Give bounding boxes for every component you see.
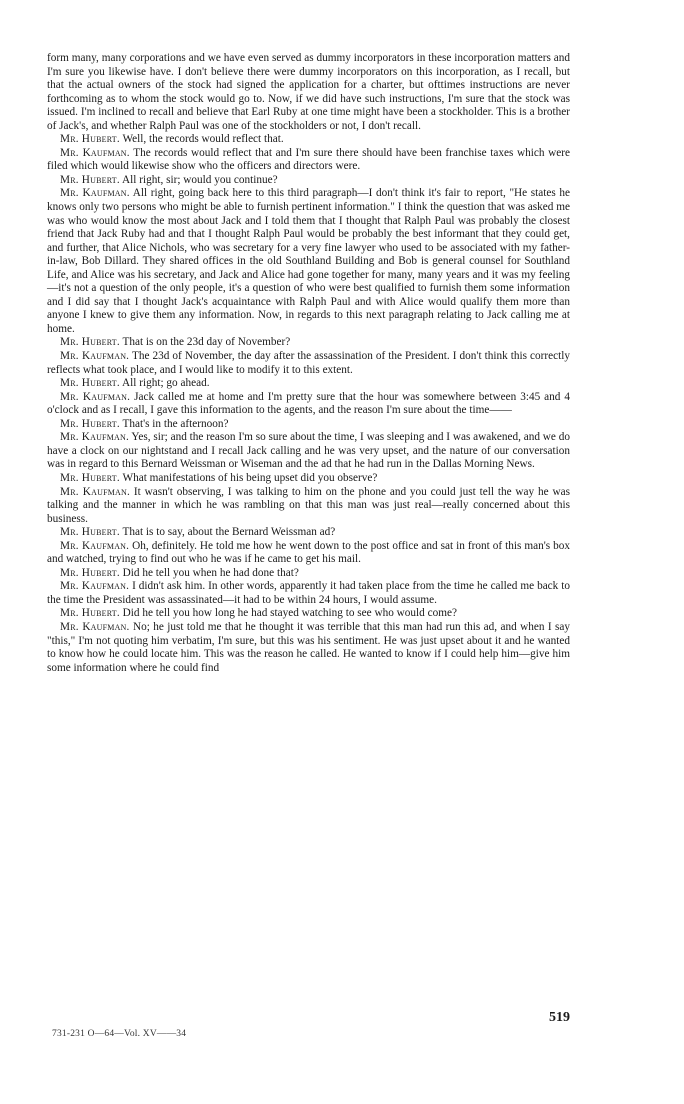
paragraph: [47, 567, 570, 581]
paragraph-text: The 23d of November, the day after the assassination of the President. I don't think this correctly reflects what took place, and I would like to modify it to this extent.: [47, 350, 570, 376]
speaker-label: Mr. Hubert.: [60, 526, 120, 539]
speaker-label: Mr. Hubert.: [60, 566, 120, 579]
speaker-label: Mr. Kaufman.: [60, 187, 130, 200]
paragraph-text: Did he tell you when he had done that?: [122, 566, 299, 579]
paragraph: [47, 336, 570, 350]
paragraph: [47, 147, 570, 174]
paragraph: [47, 540, 570, 567]
page-number: 519: [549, 1010, 570, 1025]
paragraph: [47, 350, 570, 377]
paragraph: [47, 52, 570, 133]
paragraph: [47, 621, 570, 675]
speaker-label: Mr. Kaufman.: [60, 350, 130, 363]
speaker-label: Mr. Hubert.: [60, 336, 120, 349]
paragraph: [47, 391, 570, 418]
paragraph-text: I didn't ask him. In other words, apparently it had taken place from the time he called me back to the time the President was assassinated—it had to be within 24 hours, I would assume.: [47, 580, 571, 606]
paragraph-text: That is to say, about the Bernard Weissman ad?: [122, 526, 336, 539]
paragraph: [47, 472, 570, 486]
paragraph-text: Did he tell you how long he had stayed watching to see who would come?: [122, 607, 457, 620]
paragraph: [47, 431, 570, 472]
paragraph: [47, 133, 570, 147]
speaker-label: Mr. Hubert.: [60, 377, 120, 390]
paragraph-text: No; he just told me that he thought it was terrible that this man had run this ad, and when I say "this," I'm not quoting him verbatim, I'm sure, but this was his sentiment. He was just upset about it and he wanted to know how he could locate him. This was the reason he called. He wanted to know if I could help him—give him some information where he could find: [47, 620, 570, 674]
paragraph: [47, 418, 570, 432]
paragraph: [47, 187, 570, 336]
paragraph-text: What manifestations of his being upset did you observe?: [122, 471, 378, 484]
paragraph-text: The records would reflect that and I'm sure there should have been franchise taxes which were filed which would likewise show who the officers and directors were.: [47, 146, 570, 173]
paragraph: [47, 580, 570, 607]
paragraph: [47, 174, 570, 188]
paragraph-text: That's in the afternoon?: [122, 417, 229, 430]
paragraph-text: form many, many corporations and we have even served as dummy incorporators in these incorporation matters and I'm sure you likewise have. I don't believe there were dummy incorporators on this incorporation, as I recall, but that the actual owners of the stock had signed the application for a charter, but ofttimes instructions are never forthcoming as to whom the stock would go to. Now, if we did have such instructions, I'm sure that the stock was issued. I'm inclined to recall and believe that Earl Ruby at one time might have been a stockholder. This is a brother of Jack's, and whether Ralph Paul was one of the stockholders or not, I don't recall.: [47, 52, 570, 132]
paragraph: [47, 607, 570, 621]
speaker-label: Mr. Hubert.: [60, 133, 120, 146]
speaker-label: Mr. Hubert.: [60, 173, 120, 186]
paragraph: [47, 377, 570, 391]
print-footer: 731-231 O—64—Vol. XV——34: [52, 1029, 187, 1039]
paragraph: [47, 486, 570, 527]
speaker-label: Mr. Hubert.: [60, 607, 120, 620]
speaker-label: Mr. Kaufman.: [60, 485, 131, 498]
speaker-label: Mr. Hubert.: [60, 417, 120, 430]
speaker-label: Mr. Kaufman.: [60, 146, 130, 159]
paragraph-text: All right, going back here to this third paragraph—I don't think it's fair to report, "He states he knows only two persons who might be able to furnish pertinent information." I think the question that was asked me was who would know the most about Jack and I told them that I thought that Ralph Paul was probably the closest friend that Jack Ruby had and that I thought Ralph Paul would be probably the best informant that they could get, and further, that Alice Nichols, who was secretary for a very fine lawyer who used to be associated with my father-in-law, Bob Dillard. They shared offices in the old Southland Building and Bob is general counsel for Southland Life, and Alice was his secretary, and Jack and Alice had gone together for many, many years and it was my feeling—it's not a question of the only people, it's a question of who were best qualified to furnish them some information and I did say that I thought Jack's acquaintance with Ralph Paul and with Alice would qualify them more than anyone I knew to give them any information. Now, in regards to this next paragraph relating to Jack calling me at home.: [47, 187, 570, 335]
paragraph-text: That is on the 23d day of November?: [122, 336, 291, 349]
speaker-label: Mr. Kaufman.: [60, 539, 130, 552]
document-body: [47, 52, 570, 675]
paragraph-text: Well, the records would reflect that.: [122, 133, 284, 146]
speaker-label: Mr. Kaufman.: [60, 580, 130, 593]
speaker-label: Mr. Hubert.: [60, 471, 120, 484]
paragraph-text: Yes, sir; and the reason I'm so sure about the time, I was sleeping and I was awakened, and we do have a clock on our nightstand and I recall Jack calling and he was very upset, and the nature of our conversation was in regard to this Bernard Weissman or Wiseman and the ad that he had run in the Dallas Morning News.: [47, 431, 570, 471]
speaker-label: Mr. Kaufman.: [60, 431, 129, 444]
paragraph: [47, 526, 570, 540]
paragraph-text: Oh, definitely. He told me how he went down to the post office and sat in front of this man's box and watched, trying to find out who he was if he came to get his mail.: [47, 539, 571, 566]
speaker-label: Mr. Kaufman.: [60, 620, 130, 633]
paragraph-text: All right, sir; would you continue?: [122, 173, 278, 186]
paragraph-text: All right; go ahead.: [122, 377, 210, 390]
paragraph-text: It wasn't observing, I was talking to him on the phone and you could just tell the way he was talking and the manner in which he was rambling on that this man was just real—really concerned about this business.: [47, 485, 570, 525]
paragraph-text: Jack called me at home and I'm pretty sure that the hour was somewhere between 3:45 and 4 o'clock and as I recall, I gave this information to the agents, and the reason I'm sure about the time——: [47, 390, 571, 417]
speaker-label: Mr. Kaufman.: [60, 390, 131, 403]
